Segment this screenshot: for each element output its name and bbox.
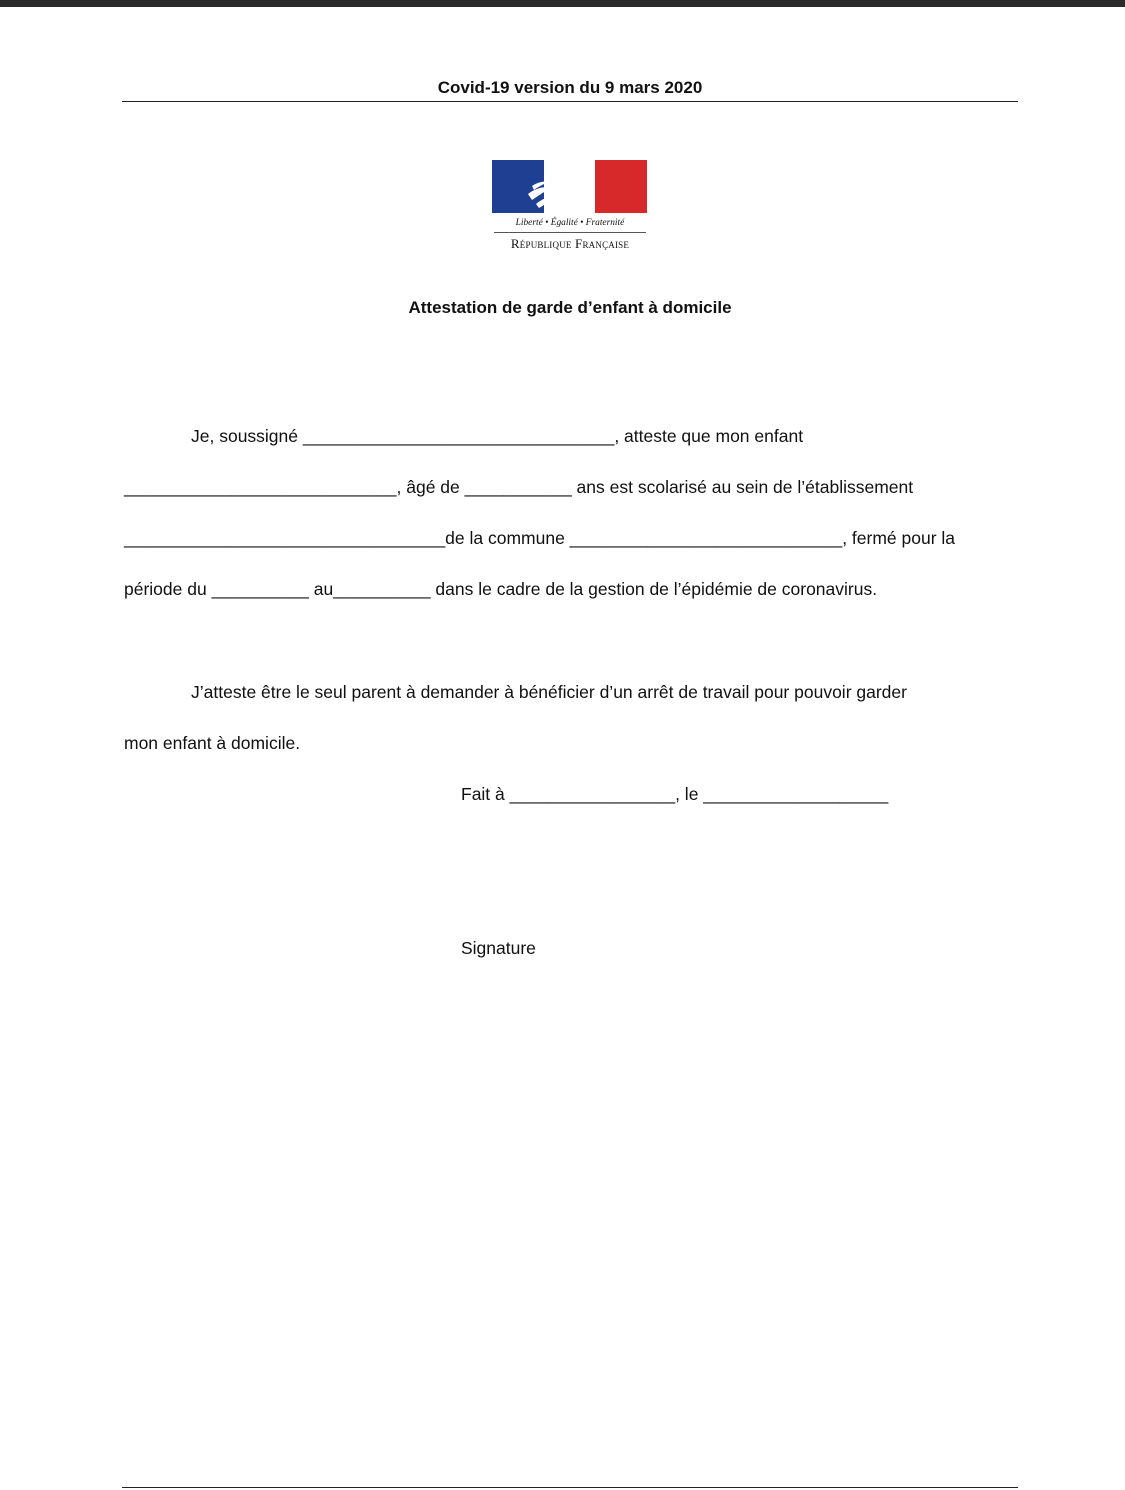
republic-name: République Française	[510, 236, 630, 251]
republique-francaise-logo	[492, 160, 648, 256]
form-line-4: période du __________ au__________ dans le cadre de la gestion de l’épidémie de coronavirus.	[124, 579, 878, 599]
declaration-line-2: mon enfant à domicile.	[124, 733, 301, 753]
form-line-2: ____________________________, âgé de ___________ ans est scolarisé au sein de l’établissement	[124, 477, 914, 497]
header-version: Covid-19 version du 9 mars 2020	[437, 78, 703, 97]
form-line-1: Je, soussigné ________________________________, atteste que mon enfant	[191, 426, 804, 446]
header-divider	[122, 101, 1018, 102]
place-date-line: Fait à _________________, le ___________________	[461, 784, 889, 804]
logo-divider	[494, 232, 646, 233]
republic-motto: Liberté • Égalité • Fraternité	[515, 218, 625, 228]
marianne-icon	[522, 162, 602, 213]
form-line-3: _________________________________de la commune ____________________________, fermé pour la	[124, 528, 956, 548]
document-title: Attestation de garde d’enfant à domicile	[408, 298, 732, 317]
window-top-bar	[0, 0, 1125, 7]
footer-divider	[122, 1487, 1018, 1488]
declaration-line-1: J’atteste être le seul parent à demander à bénéficier d’un arrêt de travail pour pouvoir garder	[191, 682, 907, 702]
signature-label: Signature	[461, 938, 536, 958]
